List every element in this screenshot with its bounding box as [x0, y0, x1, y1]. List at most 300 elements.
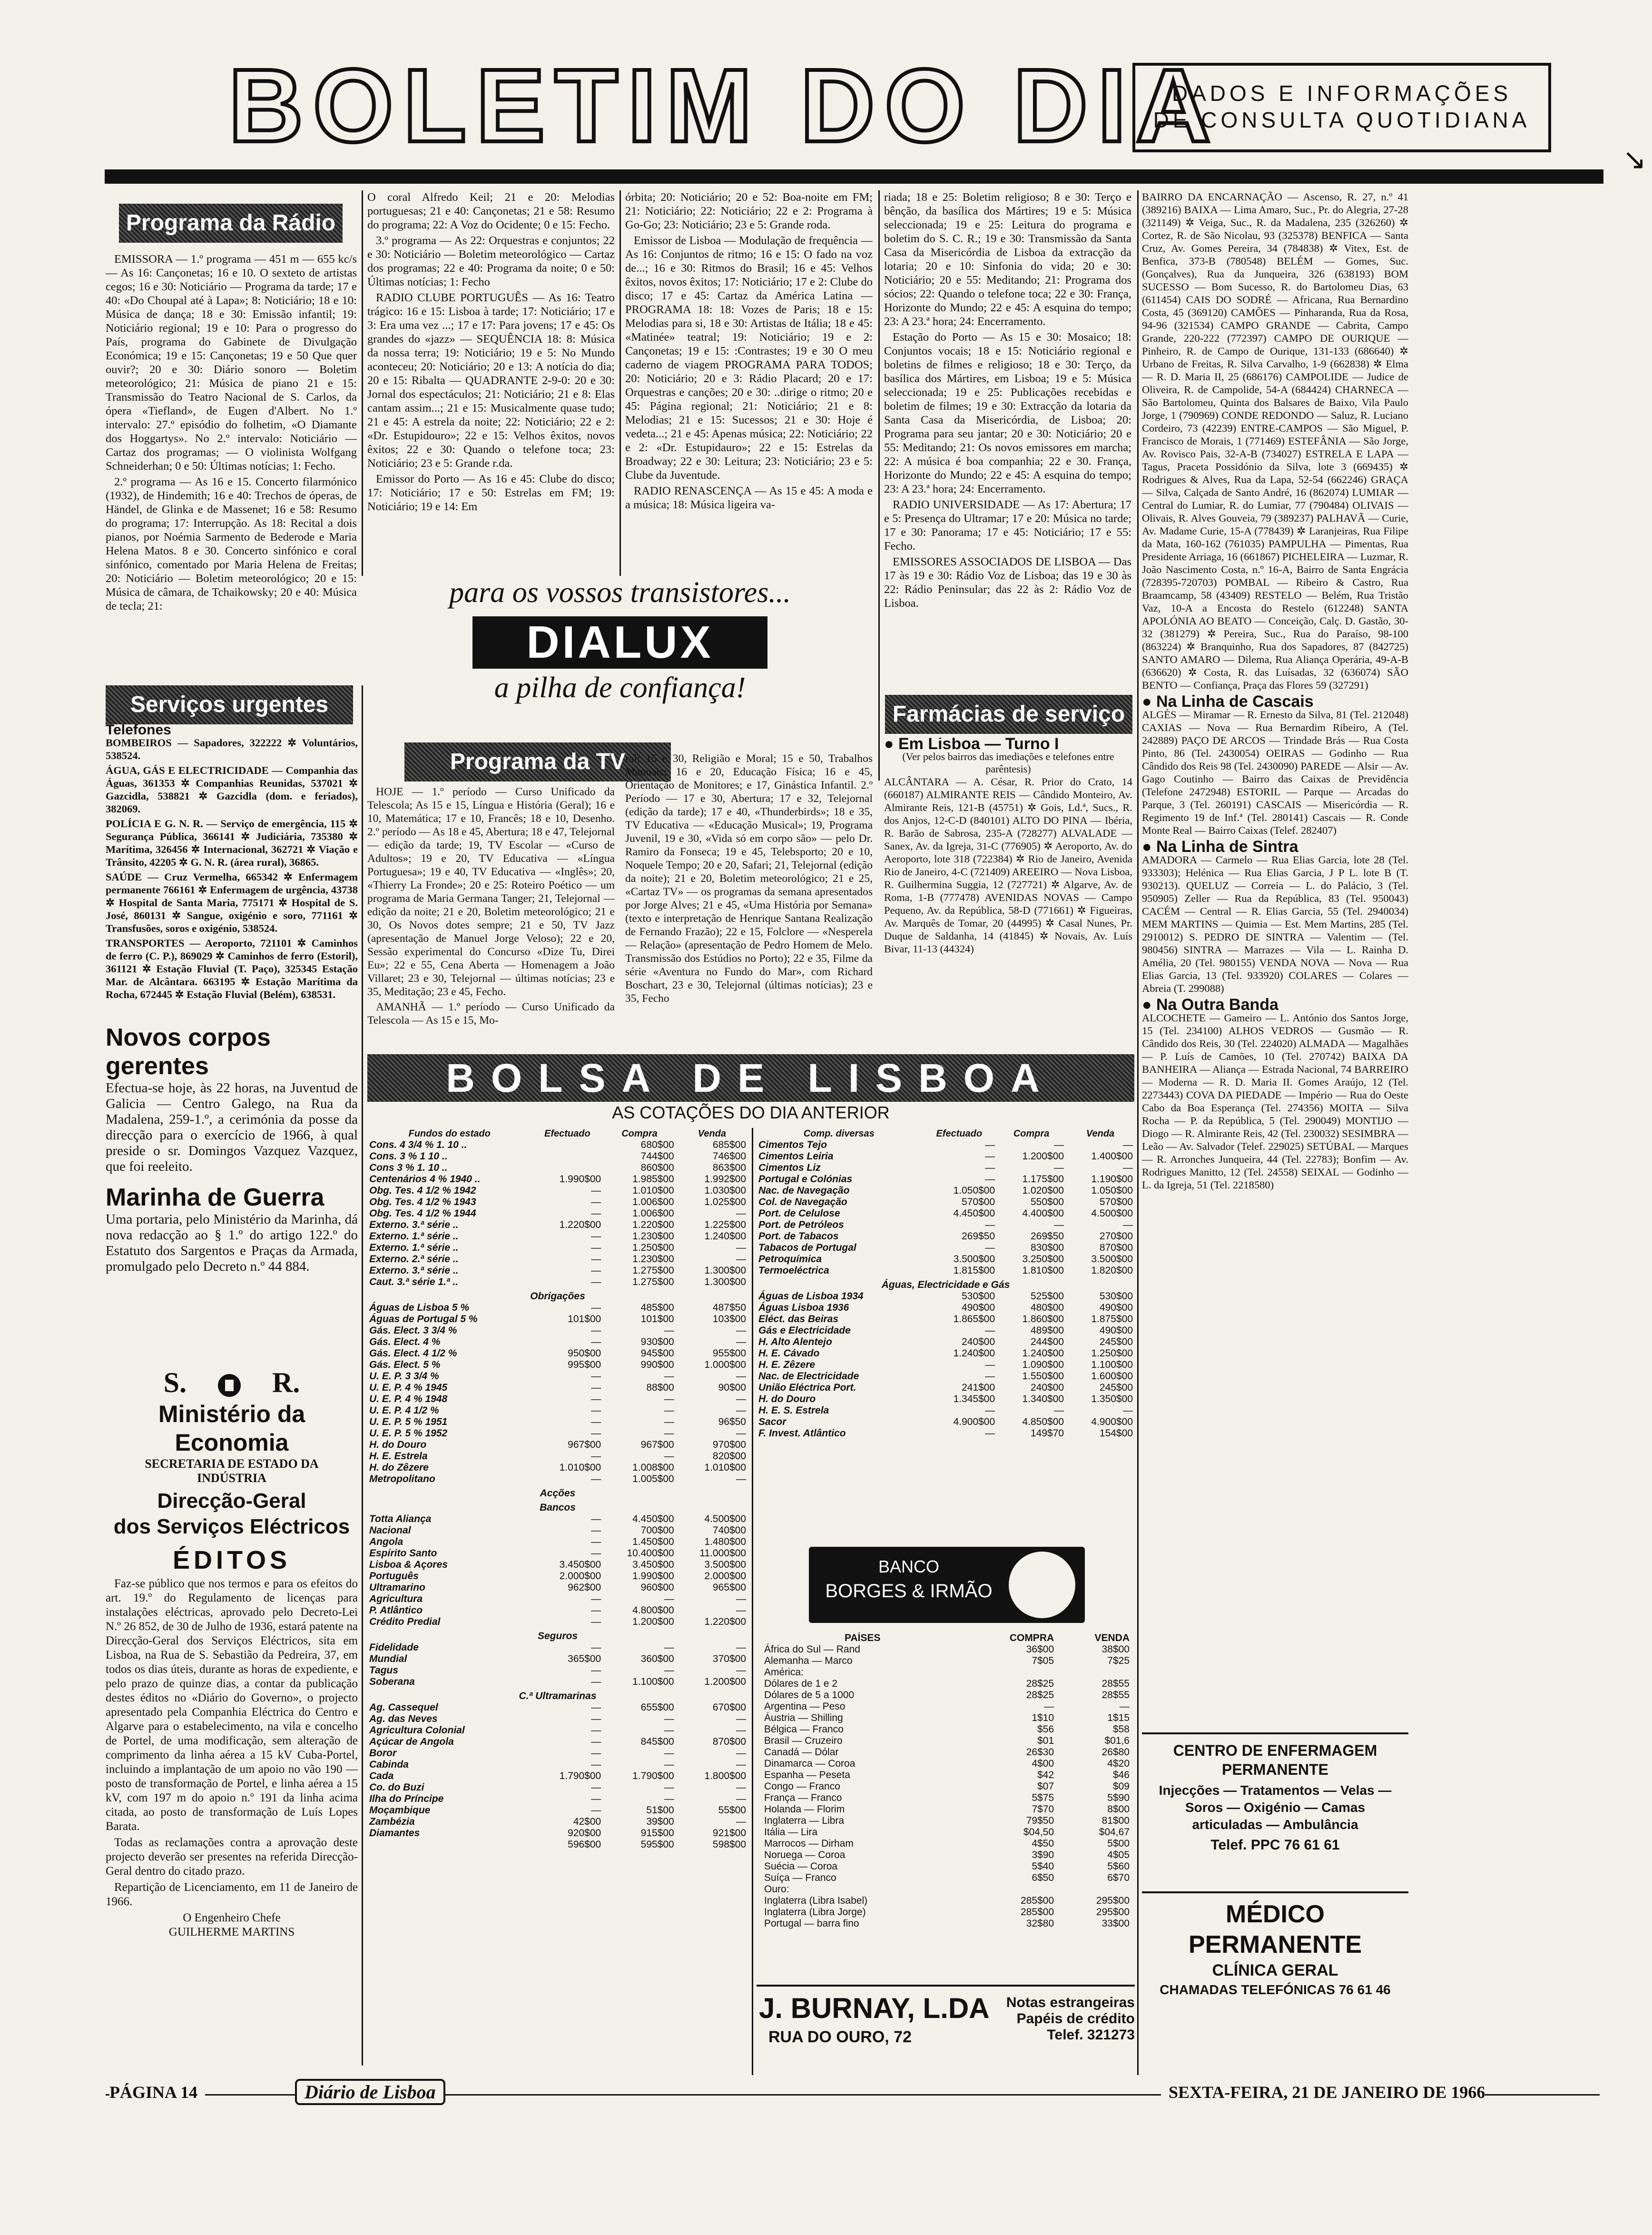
ministerio-body	[106, 1577, 358, 1939]
bolsa-row	[367, 1653, 748, 1665]
bolsa-row	[367, 1174, 748, 1185]
bolsa-cell: 39$00	[646, 1816, 674, 1827]
cambio-cell: 7$25	[1107, 1655, 1130, 1666]
bolsa-cell: 1.815$00	[953, 1265, 995, 1276]
cambio-row	[761, 1872, 1132, 1884]
bolsa-cell: 995$00	[568, 1359, 601, 1370]
bolsa-cell: —	[591, 1805, 601, 1816]
bolsa-cell: 51$00	[646, 1805, 674, 1816]
burnay-line-1: Notas estrangeiras	[1006, 1995, 1135, 2010]
bolsa-cell: —	[736, 1371, 746, 1382]
bolsa-row	[367, 1139, 748, 1151]
dialux-brand: DIALUX	[472, 616, 767, 669]
cambio-row	[761, 1884, 1132, 1895]
bolsa-cell: 154$00	[1099, 1428, 1133, 1439]
bolsa-cell: 863$00	[712, 1162, 746, 1173]
cambio-row	[761, 1712, 1132, 1724]
bolsa-cell: —	[591, 1548, 601, 1559]
bolsa-header-cell: Venda	[698, 1128, 726, 1139]
cambio-cell: $07	[1037, 1781, 1054, 1792]
bolsa-cell: 530$00	[1099, 1291, 1133, 1302]
bolsa-cell: Açúcar de Angola	[369, 1736, 454, 1747]
radio-col2c: RADIO CLUBE PORTUGUÊS — As 16: Teatro trágico: 16 e 15: Lisboa à tarde; 17: Noticiário; 17 e 3: Era uma vez ...; 17 e 17: Para jovens; 17 e 45: Os grandes do «jazz» — SEQUÊNCIA 18: 8: Música da nossa terra; 19: Noticiário; 19 e 5: No Mundo aconteceu; 20: Noticiário; 20 e 13: A notícia do dia; 20 e 15: Ribalta — QUADRANTE 2-9-0: 20 e 30: Jornal dos espectáculos; 21: Noticiário; 21 e 8: Elas cantam assim...; 21 e 15: Musicalmente quase tudo; 21 e 45: A estrela da noite; 22: Noticiário; 22 e 2: «Dr. Estupidouro»; 22 e 15: Velhos êxitos, novos êxitos; 22 e 30: Quando o telefone toca; 23: Noticiário; 23 e 5: Grande r.da.	[367, 291, 615, 470]
bolsa-group-header	[367, 1499, 748, 1513]
radio-col4c: RADIO UNIVERSIDADE — As 17: Abertura; 17 e 5: Presença do Ultramar; 17 e 20: Música no tarde; 17 e 30: Panorama; 17 e 45: Noticiário; 17 e 55: Fecho.	[884, 498, 1131, 553]
bolsa-cell: —	[591, 1325, 601, 1336]
cambio-row	[761, 1861, 1132, 1872]
cambio-row	[761, 1701, 1132, 1712]
bolsa-cell: 4.900$00	[1091, 1416, 1133, 1427]
masthead-title: BOLETIM DO DIA	[228, 48, 1220, 164]
footer-paper-logo: Diário de Lisboa	[295, 2079, 445, 2105]
cambio-cell: Inglaterra (Libra Isabel)	[764, 1895, 868, 1906]
burnay-address: RUA DO OURO, 72	[768, 2028, 912, 2046]
bolsa-cell: —	[664, 1394, 674, 1404]
bolsa-row	[367, 1839, 748, 1850]
bolsa-cell: Cons. 3 % 1 10 ..	[369, 1151, 448, 1162]
footer-date: SEXTA-FEIRA, 21 DE JANEIRO DE 1966	[1161, 2082, 1485, 2102]
cambio-row	[761, 1678, 1132, 1690]
cambio-cell: 28$25	[1026, 1678, 1054, 1689]
bolsa-cell: 3.250$00	[1022, 1254, 1064, 1265]
bolsa-cell: Gás. Elect. 5 %	[369, 1359, 441, 1370]
bolsa-cell: Eléct. das Beiras	[758, 1314, 839, 1325]
bolsa-row	[757, 1174, 1135, 1185]
servico-item: SAÚDE — Cruz Vermelha, 665342 ✲ Enfermagem permanente 766161 ✲ Enfermagem de urgência, 43738 ✲ Hospital de Santa Maria, 775171 ✲ Hospital de S. José, 860131 ✲ Sangue, oxigénio e soro, 771161 ✲ Transfusões, soros e oxigénio, 538524.	[106, 871, 358, 934]
bolsa-cell: 1.985$00	[632, 1174, 674, 1185]
bolsa-cell: —	[591, 1371, 601, 1382]
bolsa-cell: Portugal e Colónias	[758, 1174, 853, 1185]
radio-col3b: Emissor de Lisboa — Modulação de frequência — As 16: Conjuntos de ritmo; 16 e 15: O fado na voz de...; 16 e 30: Ritmos do Brasil; 16 e 45: Velhos êxitos, novos êxitos; 17: Noticiário; 17 e 2: Clube do disco; 17 e 45: Cartaz da América Latina — PROGRAMA 18: 18: Vozes de Paris; 18 e 15: Melodias para si, 18 e 30: Artistas de Itália; 18 e 45: «Matinée» teatral; 19: Noticiário; 19 e 2: Cançonetas; 19 e 15: :Contrastes; 19 e 30 O meu caderno de viagem PROGRAMA PARA TODOS; 20: Noticiário; 20 e 3: Rádio Placard; 20 e 17: Orquestras e canções; 20 e 30: ..dirige o ritmo; 20 e 45: Página regional; 21: Noticiário; 21 e 8: Melodias; 21 e 15: Sucessos; 21 e 30: Hoje é vedeta...; 21 e 45: Apenas música; 22: Noticiário; 22 e 2: «Dr. Estupidauro»; 22 e 15: Estrelas da Broadway; 22 e 30: Leitura; 23: Noticiário; 23 e 5: Clube da Juventude.	[625, 234, 873, 482]
bolsa-cell: 685$00	[712, 1139, 746, 1150]
bolsa-cell: 860$00	[640, 1162, 674, 1173]
cambio-cell: 28$55	[1101, 1678, 1130, 1689]
cambio-row	[761, 1770, 1132, 1781]
bolsa-cell: Cimentos Leiria	[758, 1151, 834, 1162]
bolsa-cell: 4.500$00	[1091, 1208, 1133, 1219]
bolsa-table	[367, 1128, 748, 1850]
bolsa-cell: —	[736, 1405, 746, 1416]
dialux-tagline-top: para os vossos transistores...	[449, 576, 791, 609]
bolsa-row	[367, 1536, 748, 1548]
bolsa-cell: —	[664, 1405, 674, 1416]
bolsa-cell: 490$00	[1099, 1325, 1133, 1336]
bolsa-cell: União Eléctrica Port.	[758, 1382, 856, 1393]
bolsa-row	[367, 1525, 748, 1536]
cambio-cell: 33$00	[1101, 1918, 1130, 1929]
bolsa-row	[757, 1139, 1135, 1151]
ministerio-seal-r: R.	[272, 1367, 300, 1398]
bolsa-cell: 487$50	[712, 1302, 746, 1313]
bolsa-cell: 245$00	[1099, 1382, 1133, 1393]
bolsa-cell: 480$00	[1030, 1302, 1064, 1313]
bolsa-cell: —	[591, 1428, 601, 1439]
cambio-cell: 81$00	[1101, 1815, 1130, 1826]
radio-col4d: EMISSORES ASSOCIADOS DE LISBOA — Das 17 às 19 e 30: Rádio Voz de Lisboa; das 19 e 30 às 22: Rádio Peninsular; das 22 às 2: Rádio Voz de Lisboa.	[884, 555, 1131, 610]
bolsa-row	[367, 1548, 748, 1559]
bolsa-row	[367, 1702, 748, 1713]
column-rule	[620, 190, 621, 576]
bolsa-cell: 598$00	[712, 1839, 746, 1850]
cambio-cell: $04,67	[1099, 1827, 1130, 1838]
bolsa-cell: U. E. P. 3 3/4 %	[369, 1371, 439, 1382]
bolsa-row	[757, 1382, 1135, 1394]
bolsa-cell: —	[736, 1336, 746, 1347]
farmacias-banner: Farmácias de serviço	[885, 695, 1132, 734]
bolsa-cell: Diamantes	[369, 1828, 420, 1839]
bolsa-cell: 945$00	[640, 1348, 674, 1359]
bolsa-cell: —	[985, 1325, 995, 1336]
bolsa-cell: Águas de Lisboa 1934	[758, 1291, 864, 1302]
bolsa-cell: —	[591, 1725, 601, 1736]
column-rule	[362, 190, 363, 576]
bolsa-cell: 269$50	[962, 1231, 995, 1242]
radio-segundo: 2.º programa — As 16 e 15. Concerto filarmónico (1932), de Hindemith; 16 e 40: Trechos de óperas, de Händel, de Glinka e de Massenet; 16 e 58: Resumo do programa; 17: Interrupção. As 18: Recital a dois pianos, por Noémia Sarmento de Bederode e Maria Helena Matos. 8 e 30. Concerto sinfónico e coral sinfónico, comentado por Maria Helena de Freitas; 20: Noticiário — Boletim meteorológico; 20 e 15: Música de câmara, de Tchaikowsky; 20 e 40: Música de tecla; 21:	[106, 475, 357, 613]
bolsa-header-cell: Compra	[621, 1128, 658, 1139]
bolsa-cell: Gás. Elect. 3 3/4 %	[369, 1325, 457, 1336]
cambio-row	[761, 1781, 1132, 1792]
bolsa-group-label: Seguros	[537, 1631, 578, 1642]
bolsa-cell: 244$00	[1030, 1336, 1064, 1347]
bolsa-row	[367, 1439, 748, 1451]
bolsa-cell: 2.000$00	[704, 1571, 746, 1582]
cambio-cell	[1057, 1884, 1132, 1895]
bolsa-cell: —	[591, 1185, 601, 1196]
cascais-title: ● Na Linha de Cascais	[1142, 692, 1314, 711]
cambio-cell	[1057, 1667, 1132, 1678]
cambio-cell: 7$05	[1032, 1655, 1054, 1666]
ministerio-secretaria: SECRETARIA DE ESTADO DA INDÚSTRIA	[145, 1457, 319, 1485]
bolsa-cell: Termoeléctrica	[758, 1265, 829, 1276]
bolsa-cell: 245$00	[1099, 1336, 1133, 1347]
novos-corpos-text: Efectua-se hoje, às 22 horas, na Juventud de Galicia — Centro Galego, na Rua da Madalena, 259-1.º, a cerimónia da posse da direcção para o exercício de 1966, à qual preside o sr. Domingos Vazquez Vazquez, que foi reeleito.	[106, 1080, 358, 1174]
bolsa-row	[367, 1302, 748, 1314]
bolsa-cell: Águas Lisboa 1936	[758, 1302, 849, 1313]
bolsa-cell: 269$50	[1030, 1231, 1064, 1242]
bolsa-row	[757, 1302, 1135, 1314]
ministerio-notice	[106, 1366, 358, 2051]
bolsa-cell: —	[591, 1302, 601, 1313]
cambio-cell: Canadá — Dólar	[764, 1747, 839, 1758]
cambio-cell: Itália — Lira	[764, 1827, 818, 1838]
bolsa-cell: 570$00	[1099, 1197, 1133, 1207]
bolsa-row	[367, 1394, 748, 1405]
enfermagem-ad	[1142, 1732, 1408, 1893]
medico-ad	[1142, 1899, 1408, 1997]
bolsa-cell: 1.820$00	[1091, 1265, 1133, 1276]
bolsa-cell: —	[1054, 1219, 1064, 1230]
bolsa-cell: Obg. Tes. 4 1/2 % 1944	[369, 1208, 476, 1219]
bolsa-cell: —	[736, 1428, 746, 1439]
bolsa-cell: H. Alto Alentejo	[758, 1336, 832, 1347]
cambio-cell: Bélgica — Franco	[764, 1724, 844, 1735]
bolsa-row	[757, 1371, 1135, 1382]
bolsa-cell: 960$00	[640, 1582, 674, 1593]
bolsa-cell: U. E. P. 5 % 1952	[369, 1428, 448, 1439]
bolsa-cell: 1.550$00	[1022, 1371, 1064, 1382]
cambio-header-row	[761, 1632, 1132, 1644]
bolsa-row	[757, 1162, 1135, 1174]
cambio-cell: 5$75	[1032, 1792, 1054, 1803]
bolsa-cell: —	[664, 1725, 674, 1736]
banco-label: BANCO	[878, 1557, 940, 1576]
bolsa-header-row	[757, 1128, 1135, 1139]
bolsa-row	[367, 1725, 748, 1736]
cambio-cell: Dólares de 1 e 2	[764, 1678, 838, 1689]
bolsa-cell: —	[664, 1713, 674, 1724]
bolsa-cell: 595$00	[640, 1839, 674, 1850]
bolsa-cell: 970$00	[712, 1439, 746, 1450]
bolsa-cell: Tabacos de Portugal	[758, 1242, 856, 1253]
radio-col-2	[367, 190, 615, 566]
bolsa-cell: 1.250$00	[1091, 1348, 1133, 1359]
enfermagem-tel: Telef. PPC 76 61 61	[1210, 1837, 1340, 1853]
bolsa-cell: 1.100$00	[632, 1676, 674, 1687]
cambio-cell: 38$00	[1101, 1644, 1130, 1655]
cambio-cell: 5$60	[1107, 1861, 1130, 1872]
bolsa-cell: 1.050$00	[953, 1185, 995, 1196]
bolsa-cell: 655$00	[640, 1702, 674, 1713]
bolsa-cell: 820$00	[712, 1451, 746, 1462]
bolsa-cell: —	[736, 1793, 746, 1804]
bolsa-row	[757, 1231, 1135, 1242]
cambio-row	[761, 1747, 1132, 1758]
bolsa-cell: 950$00	[568, 1348, 601, 1359]
bolsa-cell: 4.850$00	[1022, 1416, 1064, 1427]
bolsa-cell: —	[985, 1242, 995, 1253]
cambio-cell: $01	[1037, 1735, 1054, 1746]
bolsa-group-header	[367, 1288, 748, 1302]
cambio-cell: Inglaterra — Libra	[764, 1815, 845, 1826]
bolsa-cell: Águas de Portugal 5 %	[369, 1314, 478, 1325]
bolsa-cell: Externo. 1.ª série ..	[369, 1242, 459, 1253]
bolsa-cell: —	[591, 1394, 601, 1404]
bolsa-cell: 370$00	[712, 1653, 746, 1664]
bolsa-cell: —	[591, 1713, 601, 1724]
bolsa-cell: 550$00	[1030, 1197, 1064, 1207]
bolsa-cell: 241$00	[962, 1382, 995, 1393]
cambio-cell: —	[1044, 1701, 1054, 1712]
bolsa-row	[367, 1219, 748, 1231]
bolsa-cell: —	[591, 1208, 601, 1219]
burnay-ad	[759, 1992, 1135, 2058]
bolsa-cell: 845$00	[640, 1736, 674, 1747]
ministerio-text-3: Repartição de Licenciamento, em 11 de Janeiro de 1966.	[106, 1881, 358, 1909]
bolsa-cell: —	[591, 1254, 601, 1265]
bolsa-cell: —	[591, 1593, 601, 1604]
cambio-cell	[964, 1884, 1057, 1895]
bolsa-row	[757, 1348, 1135, 1359]
bolsa-cell: Nac. de Navegação	[758, 1185, 850, 1196]
bolsa-row	[757, 1359, 1135, 1371]
cambio-cell: $42	[1037, 1770, 1054, 1780]
bolsa-cell: 525$00	[1030, 1291, 1064, 1302]
bolsa-cell: —	[736, 1816, 746, 1827]
bolsa-cell: Cons 3 % 1. 10 ..	[369, 1162, 448, 1173]
novos-corpos-title: Novos corpos gerentes	[106, 1024, 271, 1080]
farmacias-lisboa-col1	[884, 738, 1132, 1047]
bolsa-cell: Co. do Buzi	[369, 1782, 424, 1793]
bolsa-cell: 1.275$00	[632, 1265, 674, 1276]
bolsa-row	[367, 1828, 748, 1839]
bolsa-cell: 149$70	[1030, 1428, 1064, 1439]
bolsa-cell: —	[985, 1174, 995, 1185]
bolsa-cell: 1.230$00	[632, 1254, 674, 1265]
tv-banner: Programa da TV	[404, 742, 671, 781]
bolsa-row	[367, 1254, 748, 1265]
bolsa-cell: 88$00	[646, 1382, 674, 1393]
bolsa-cell: —	[736, 1748, 746, 1759]
bolsa-cell: 1.875$00	[1091, 1314, 1133, 1325]
bolsa-row	[367, 1314, 748, 1325]
cambio-cell: Argentina — Peso	[764, 1701, 846, 1712]
bolsa-row	[757, 1336, 1135, 1348]
bolsa-cell: 1.005$00	[632, 1474, 674, 1484]
bolsa-cell: 96$50	[718, 1416, 746, 1427]
cambio-cell: 5$40	[1032, 1861, 1054, 1872]
bolsa-cell: —	[985, 1371, 995, 1382]
cambio-cell: $56	[1037, 1724, 1054, 1735]
masthead-subtitle-2: DE CONSULTA QUOTIDIANA	[1153, 108, 1531, 132]
radio-banner: Programa da Rádio	[119, 204, 343, 243]
bolsa-header-cell: Venda	[1086, 1128, 1115, 1139]
bolsa-row	[367, 1336, 748, 1348]
cambio-cell: 36$00	[1026, 1644, 1054, 1655]
bolsa-cell: 1.000$00	[704, 1359, 746, 1370]
burnay-services	[973, 1995, 1135, 2043]
cambio-cell: Dinamarca — Coroa	[764, 1758, 856, 1769]
bolsa-cell	[531, 1139, 603, 1151]
bolsa-cell: U. E. P. 4 % 1945	[369, 1382, 448, 1393]
servico-item: POLÍCIA E G. N. R. — Serviço de emergência, 115 ✲ Segurança Pública, 366141 ✲ Judiciária, 735380 ✲ Marítima, 326456 ✲ Internacional, 362721 ✲ Viação e Trânsito, 42205 ✲ G. N. R. (área rural), 36865.	[106, 818, 358, 868]
bolsa-cell: Ilha do Príncipe	[369, 1793, 444, 1804]
bolsa-cell: 1.220$00	[559, 1219, 601, 1230]
bolsa-row	[757, 1242, 1135, 1254]
bolsa-cell: 530$00	[962, 1291, 995, 1302]
bolsa-row	[367, 1185, 748, 1197]
bolsa-row	[757, 1208, 1135, 1219]
bolsa-header-cell: Compra	[1013, 1128, 1050, 1139]
radio-col-3	[625, 190, 873, 566]
cambio-cell: 5$00	[1107, 1838, 1130, 1849]
cambio-cell: 32$80	[1026, 1918, 1054, 1929]
bolsa-cell: —	[591, 1513, 601, 1524]
bolsa-cell: Centenários 4 % 1940 ..	[369, 1174, 481, 1185]
bolsa-row	[367, 1513, 748, 1525]
burnay-rule	[757, 1985, 1135, 1987]
bolsa-row	[367, 1382, 748, 1394]
bolsa-table	[757, 1128, 1135, 1439]
radio-col-4	[884, 190, 1131, 690]
bolsa-cell: Português	[369, 1571, 419, 1582]
bolsa-cell: 870$00	[712, 1736, 746, 1747]
bolsa-cell: 490$00	[1099, 1302, 1133, 1313]
bolsa-cell: Cada	[369, 1770, 394, 1781]
bolsa-row	[367, 1805, 748, 1816]
bolsa-cell: Angola	[369, 1536, 403, 1547]
bolsa-cell: 365$00	[568, 1653, 601, 1664]
bolsa-cell: Externo. 3.ª série ..	[369, 1265, 459, 1276]
cambio-cell: $01,6	[1104, 1735, 1130, 1746]
bolsa-cell: 103$00	[712, 1314, 746, 1325]
bolsa-cell: —	[591, 1265, 601, 1276]
cambio-cell: 4$05	[1107, 1849, 1130, 1860]
bolsa-cell: 740$00	[712, 1525, 746, 1536]
bolsa-cell: —	[736, 1208, 746, 1219]
radio-col3a: órbita; 20: Noticiário; 20 e 52: Boa-noite em FM; 21: Noticiário; 22: Noticiário; 22 e 2: Programa à Go-Go; 23: Noticiário; 23 e 5: Grande roda.	[625, 191, 873, 231]
medico-tel: CHAMADAS TELEFÓNICAS 76 61 46	[1160, 1982, 1391, 1997]
farmacias-lisboa-list-2: BAIRRO DA ENCARNAÇÃO — Ascenso, R. 27, n.º 41 (389216) BAIXA — Lima Amaro, Suc., Pr. do Alegria, 27-28 (321149) ✲ Veiga, Suc., R. da Madalena, 235 (326260) ✲ Cortez, R. de São Nicolau, 93 (325378) BENFICA — Santa Cruz, Av. Gomes Pereira, 34 (784838) ✲ Vitex, Est. de Benfica, 373-B (780548) BELÉM — Gomes, Suc. (Gonçalves), Rua da Junqueira, 326 (638193) BOM SUCESSO — Bom Sucesso, R. do Bartolomeu Dias, 63 (611454) CAIS DO SODRÉ — Africana, Rua Bernardino Costa, 45 (369120) CAMÕES — Pinharanda, Rua da Rosa, 94-96 (321534) CAMPO GRANDE — Cabrita, Campo Grande, 220-222 (772397) CAMPO DE OURIQUE — Pinheiro, R. de Campo de Ourique, 131-133 (686640) ✲ Urbano de Freitas, R. Silva Carvalho, 1-9 (662838) ✲ Elma — R. D. Maria II, 25 (686176) CAMPOLIDE — Judice de Oliveira, R. de Campolide, 54-A (684424) CHARNECA — São Bartolomeu, Quinta dos Balsares de Baixo, Vila Paulo Jorge, 1 (790969) CONDE REDONDO — Saluz, R. Luciano Cordeiro, 73 (42239) ENTRE-CAMPOS — São Miguel, P. Francisco de Morais, 1 (771469) ESTEFÂNIA — São Jorge, Av. Rovisco Pais, 32-A-B (734027) ESTRELA E LAPA — Tagus, Praceta Possidónio da Silva, lote 3 (669435) ✲ Rodrigues & Alves, Rua da Lapa, 52-54 (662246) GRAÇA — Silva, Calçada de Santo André, 16 (862074) LUMIAR — Central do Lumiar, R. do Lumiar, 77 (790484) OLIVAIS — Olivais, R. Alves Gouveia, 79 (389237) PALHAVÃ — Curie, Av. Madame Curie, 15-A (778439) ✲ Laranjeiras, Rua Filipe da Mata, 160-162 (761035) PAMPULHA — Pimentas, Rua Presidente Arriaga, 16 (661867) PICHELEIRA — Luzmar, R. João Nascimento Costa, n.º 16-A, Bairro de Santa Engrácia (728395-720703) POMBAL — Ribeiro & Castro, Rua Braamcamp, 58 (43409) RESTELO — Belém, Rua Tristão Vaz, 10-A a Encosta do Restelo (612248) SANTA APOLÓNIA AO BEATO — Conceição, Calç. D. Gastão, 30-32 (381279) ✲ Pereira, Suc., Rua do Paraíso, 98-100 (863224) ✲ Branquinho, Rua dos Sapadores, 87 (842725) SANTO AMARO — Dilema, Rua Aliança Operária, 49-A-B (636620) ✲ Costa, R. das Luísadas, 32 (636074) SÃO BENTO — Confiança, Praça das Flores 59 (327291)	[1142, 191, 1408, 691]
bolsa-cell: 967$00	[568, 1439, 601, 1450]
cambio-row	[761, 1735, 1132, 1747]
bolsa-cell: —	[591, 1451, 601, 1462]
editos-heading: ÉDITOS	[172, 1546, 291, 1575]
radio-col2b: 3.º programa — As 22: Orquestras e conjuntos; 22 e 30: Noticiário — Boletim meteorológico — Cartaz dos programas; 22 e 40: Programa da noite; 0 e 50: Últimas notícias; 1: Fecho	[367, 234, 615, 288]
bolsa-subtitle: AS COTAÇÕES DO DIA ANTERIOR	[612, 1103, 890, 1122]
bolsa-cell: 10.400$00	[627, 1548, 674, 1559]
tv-amanha: AMANHÃ — 1.º período — Curso Unificado da Telescola — As 15 e 15, Mo-	[367, 1001, 615, 1027]
bolsa-cell: Port. de Celulose	[758, 1208, 840, 1219]
bolsa-group-header	[757, 1276, 1135, 1291]
bolsa-cell: Zambézia	[369, 1816, 415, 1827]
cambio-cell: $46	[1112, 1770, 1130, 1780]
bolsa-cell: —	[591, 1242, 601, 1253]
bolsa-cell: 1.220$00	[632, 1219, 674, 1230]
bolsa-cell: Cabinda	[369, 1759, 409, 1770]
bolsa-cell: 1.010$00	[559, 1462, 601, 1473]
bolsa-cell: —	[736, 1665, 746, 1676]
radio-col-1	[106, 252, 357, 666]
bolsa-cell: 3.450$00	[632, 1559, 674, 1570]
bolsa-group-label: Acções	[540, 1488, 576, 1499]
bolsa-cell: —	[1123, 1162, 1133, 1173]
bolsa-cell: 1.020$00	[1022, 1185, 1064, 1196]
bolsa-row	[367, 1816, 748, 1828]
bolsa-cell: 1.090$00	[1022, 1359, 1064, 1370]
bolsa-cell: 240$00	[1030, 1382, 1064, 1393]
bolsa-cell: —	[664, 1371, 674, 1382]
bolsa-cell: 1.300$00	[704, 1276, 746, 1287]
bolsa-group-header	[367, 1628, 748, 1642]
bolsa-cell: 915$00	[640, 1828, 674, 1839]
banco-name: BORGES & IRMÃO	[825, 1581, 993, 1602]
cambio-table-wrap	[761, 1632, 1132, 1975]
bolsa-cell: 1.006$00	[632, 1208, 674, 1219]
bolsa-row	[757, 1151, 1135, 1162]
bolsa-group-label: C.ª Ultramarinas	[519, 1691, 597, 1701]
dialux-ad	[367, 574, 873, 716]
bolsa-banner: BOLSA DE LISBOA	[367, 1054, 1134, 1102]
bolsa-header-cell: Efectuado	[936, 1128, 983, 1139]
bolsa-row	[367, 1642, 748, 1653]
cambio-table	[761, 1632, 1132, 1929]
cambio-row	[761, 1838, 1132, 1849]
bolsa-cell: 1.100$00	[1091, 1359, 1133, 1370]
bolsa-header-cell: Fundos do estado	[408, 1128, 491, 1139]
cambio-cell: 3$90	[1032, 1849, 1054, 1860]
cambio-cell: Noruega — Coroa	[764, 1849, 846, 1860]
bolsa-cell: —	[736, 1474, 746, 1484]
bolsa-cell: —	[1123, 1219, 1133, 1230]
bolsa-cell: 990$00	[640, 1359, 674, 1370]
bolsa-row	[367, 1782, 748, 1793]
bolsa-row	[367, 1428, 748, 1439]
bolsa-cell: Gás. Elect. 4 %	[369, 1336, 441, 1347]
burnay-line-2: Papéis de crédito	[1016, 2011, 1135, 2027]
bolsa-cell: —	[591, 1405, 601, 1416]
bolsa-cell: 490$00	[962, 1302, 995, 1313]
bolsa-cell: 4.450$00	[953, 1208, 995, 1219]
